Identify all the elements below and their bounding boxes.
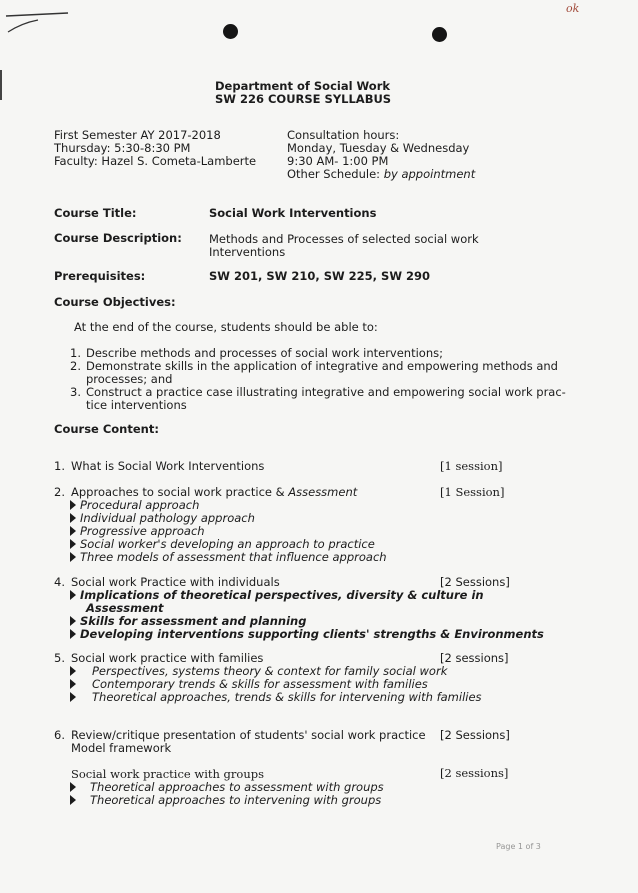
syllabus-heading: SW 226 COURSE SYLLABUS	[215, 92, 392, 106]
sub-item	[70, 691, 482, 704]
sub-item-text: Perspectives, systems theory & context for family social work	[92, 664, 448, 678]
objectives-intro: At the end of the course, students should be able to:	[74, 320, 378, 334]
faculty-line: Faculty: Hazel S. Cometa-Lamberte	[54, 154, 257, 168]
page-number: Page 1 of 3	[496, 842, 541, 851]
bullet-icon	[70, 590, 76, 600]
sub-item-text: Theoretical approaches to assessment with groups	[90, 780, 384, 794]
bullet-icon	[70, 692, 76, 702]
prerequisites-label: Prerequisites:	[54, 269, 146, 283]
handwritten-note: ok	[566, 2, 580, 15]
session-count: [2 sessions]	[440, 651, 509, 665]
objective-number: 1.	[70, 346, 81, 360]
sub-item-cont: Assessment	[86, 601, 164, 615]
course-description-line1: Methods and Processes of selected social work	[209, 232, 479, 246]
course-content-label: Course Content:	[54, 422, 159, 436]
sub-item	[70, 794, 381, 807]
course-description-label: Course Description:	[54, 231, 182, 245]
sub-item	[70, 551, 387, 564]
session-count: [2 Sessions]	[440, 575, 510, 589]
objective-number: 3.	[70, 385, 81, 399]
objectives-label: Course Objectives:	[54, 295, 176, 309]
consultation-time: 9:30 AM- 1:00 PM	[287, 154, 389, 168]
bullet-icon	[70, 526, 76, 536]
sub-item-text: Progressive approach	[80, 524, 205, 538]
department-heading: Department of Social Work	[215, 79, 391, 93]
objective-text-cont: processes; and	[86, 372, 173, 386]
content-item-title: Social work Practice with individuals	[71, 575, 280, 589]
sub-item-text: Procedural approach	[80, 498, 200, 512]
content-item-title: What is Social Work Interventions	[71, 459, 265, 473]
sub-item-text: Theoretical approaches, trends & skills for intervening with families	[92, 690, 482, 704]
objective-text: Demonstrate skills in the application of integrative and empowering methods and	[86, 359, 558, 373]
content-item-title-text: Approaches to social work practice &	[71, 485, 289, 499]
bullet-icon	[70, 552, 76, 562]
objective-text-cont: tice interventions	[86, 398, 187, 412]
content-item-number: 1.	[54, 459, 65, 473]
objective-text: Construct a practice case illustrating integrative and empowering social work prac-	[86, 385, 566, 399]
bullet-icon	[70, 513, 76, 523]
sub-item-text: Theoretical approaches to intervening with groups	[90, 793, 382, 807]
content-item-number: 4.	[54, 575, 65, 589]
semester-line: First Semester AY 2017-2018	[54, 128, 221, 142]
sub-item-text: Skills for assessment and planning	[80, 614, 307, 628]
prerequisites-value: SW 201, SW 210, SW 225, SW 290	[209, 269, 431, 283]
course-description-line2: Interventions	[209, 245, 286, 259]
content-item-number: 2.	[54, 485, 65, 499]
bullet-icon	[70, 539, 76, 549]
session-count: [2 sessions]	[440, 766, 509, 780]
content-item-title: Review/critique presentation of students' social work practice	[71, 728, 426, 742]
sub-item	[70, 628, 544, 641]
course-title-label: Course Title:	[54, 206, 137, 220]
content-item-title-cont: Model framework	[71, 741, 172, 755]
content-item-number: 6.	[54, 728, 65, 742]
session-count: [1 session]	[440, 459, 503, 473]
sub-item-text: Implications of theoretical perspectives, diversity & culture in	[80, 588, 484, 602]
left-edge-mark	[0, 70, 2, 100]
course-title-value: Social Work Interventions	[209, 206, 377, 220]
bullet-icon	[70, 629, 76, 639]
other-schedule	[287, 168, 475, 181]
bullet-icon	[70, 500, 76, 510]
bullet-icon	[70, 666, 76, 676]
pen-scribble	[2, 6, 72, 36]
bullet-icon	[70, 782, 76, 792]
other-schedule-label: Other Schedule:	[287, 167, 384, 181]
session-count: [1 Session]	[440, 485, 505, 499]
content-item-title: Social work practice with families	[71, 651, 264, 665]
consultation-label: Consultation hours:	[287, 128, 400, 142]
content-item-number: 5.	[54, 651, 65, 665]
punch-hole-left	[223, 24, 238, 39]
content-item-title-italic: Assessment	[288, 485, 358, 499]
sub-item-text: Three models of assessment that influence approach	[80, 550, 387, 564]
sub-item-text: Contemporary trends & skills for assessment with families	[92, 677, 428, 691]
sub-item-text: Social worker's developing an approach to practice	[80, 537, 375, 551]
bullet-icon	[70, 679, 76, 689]
consultation-days: Monday, Tuesday & Wednesday	[287, 141, 470, 155]
schedule-line: Thursday: 5:30-8:30 PM	[54, 141, 191, 155]
objective-number: 2.	[70, 359, 81, 373]
punch-hole-right	[432, 27, 447, 42]
other-schedule-value: by appointment	[383, 167, 476, 181]
objective-text: Describe methods and processes of social work interventions;	[86, 346, 443, 360]
sub-item-text: Individual pathology approach	[80, 511, 255, 525]
content-item-title: Social work practice with groups	[71, 767, 265, 781]
bullet-icon	[70, 795, 76, 805]
session-count: [2 Sessions]	[440, 728, 510, 742]
bullet-icon	[70, 616, 76, 626]
sub-item-text: Developing interventions supporting clients' strengths & Environments	[80, 627, 544, 641]
